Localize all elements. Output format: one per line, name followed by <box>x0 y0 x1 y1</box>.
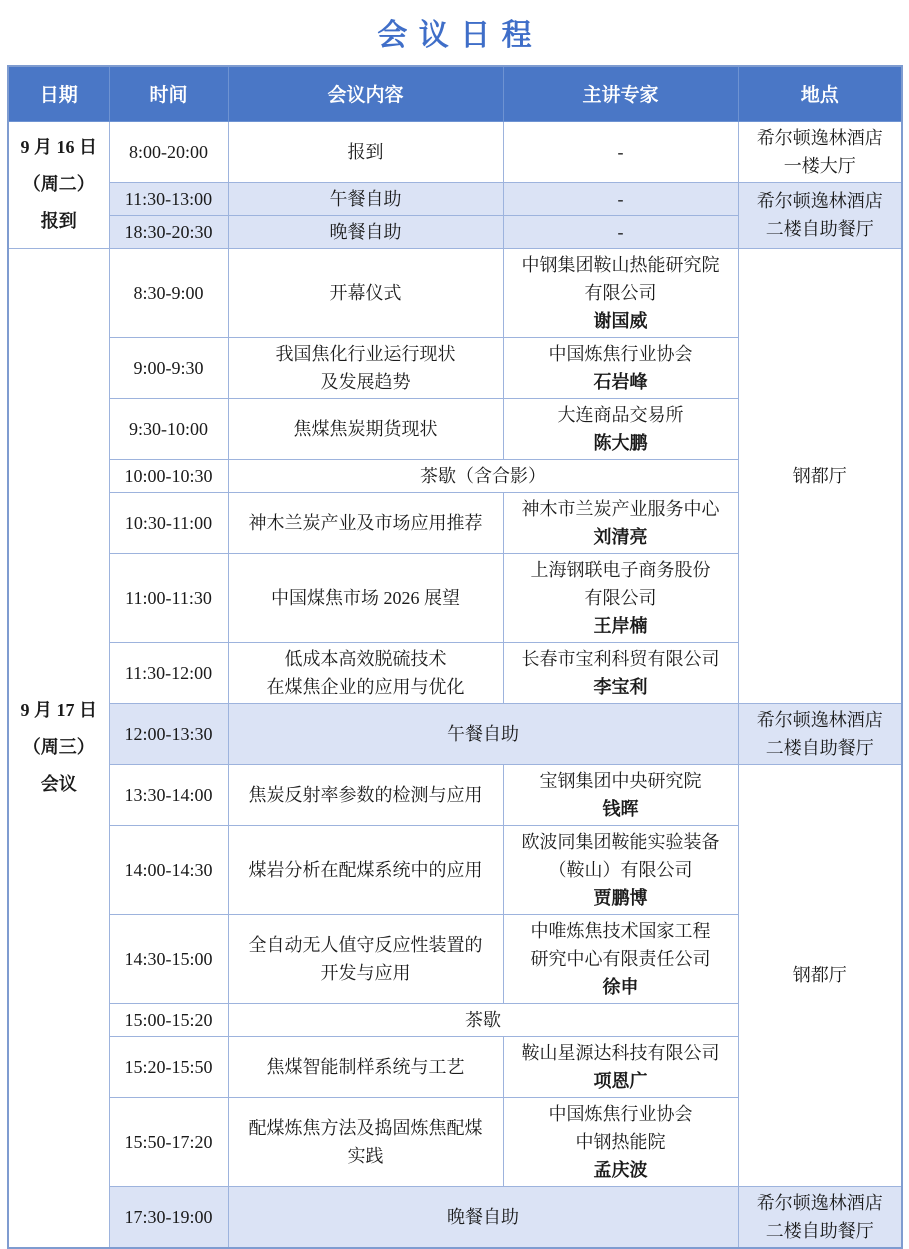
expert-org-line: 有限公司 <box>584 282 657 303</box>
content-line: 我国焦化行业运行现状 <box>275 343 456 364</box>
expert-org-line: 神木市兰炭产业服务中心 <box>521 498 720 519</box>
time-cell: 15:20-15:50 <box>109 1036 228 1097</box>
time-cell: 10:00-10:30 <box>109 459 228 492</box>
content-cell: 晚餐自助 <box>228 1186 738 1248</box>
content-line: 配煤炼焦方法及捣固炼焦配煤 <box>248 1117 483 1138</box>
expert-name: 陈大鹏 <box>593 432 648 453</box>
page-title: 会议日程 <box>377 19 543 52</box>
content-cell: 茶歇（含合影） <box>228 459 738 492</box>
expert-name: 钱晖 <box>602 798 639 819</box>
expert-org-line: （鞍山）有限公司 <box>548 859 693 880</box>
content-cell: 午餐自助 <box>228 182 503 215</box>
time-cell: 14:30-15:00 <box>109 914 228 1003</box>
location-line: 二楼自助餐厅 <box>765 219 874 239</box>
expert-cell <box>503 1036 738 1097</box>
expert-cell <box>503 398 738 459</box>
expert-cell <box>503 553 738 642</box>
location-cell <box>738 121 902 182</box>
expert-name: 王岸楠 <box>593 615 648 636</box>
location-cell <box>738 703 902 764</box>
expert-name: 石岩峰 <box>593 371 648 392</box>
expert-name: 李宝利 <box>593 676 648 697</box>
date-line: 9 月 16 日 <box>20 137 97 157</box>
content-cell: 焦炭反射率参数的检测与应用 <box>228 764 503 825</box>
time-cell: 11:30-13:00 <box>109 182 228 215</box>
column-header-content: 会议内容 <box>228 66 503 121</box>
expert-cell <box>503 764 738 825</box>
time-cell: 11:30-12:00 <box>109 642 228 703</box>
content-cell: 晚餐自助 <box>228 215 503 248</box>
time-cell: 17:30-19:00 <box>109 1186 228 1248</box>
expert-cell <box>503 337 738 398</box>
table-row <box>8 764 902 825</box>
expert-org-line: 中钢热能院 <box>575 1131 666 1152</box>
date-line: （周三） <box>22 737 95 757</box>
column-header-time: 时间 <box>109 66 228 121</box>
location-line: 一楼大厅 <box>783 155 856 176</box>
time-cell: 15:00-15:20 <box>109 1003 228 1036</box>
content-cell: 报到 <box>228 121 503 182</box>
date-group-cell <box>8 121 109 248</box>
content-line: 实践 <box>347 1145 384 1166</box>
expert-org-line: 中唯炼焦技术国家工程 <box>530 920 711 941</box>
expert-org-line: 鞍山星源达科技有限公司 <box>521 1042 720 1063</box>
time-cell: 9:00-9:30 <box>109 337 228 398</box>
location-line: 希尔顿逸林酒店 <box>756 127 883 148</box>
expert-org-line: 中钢集团鞍山热能研究院 <box>521 254 720 275</box>
location-cell: 钢都厅 <box>738 764 902 1186</box>
time-cell: 8:00-20:00 <box>109 121 228 182</box>
content-cell <box>228 914 503 1003</box>
location-cell: 钢都厅 <box>738 248 902 703</box>
content-cell: 午餐自助 <box>228 703 738 764</box>
content-cell: 神木兰炭产业及市场应用推荐 <box>228 492 503 553</box>
content-cell <box>228 1097 503 1186</box>
time-cell: 15:50-17:20 <box>109 1097 228 1186</box>
header-row <box>8 66 902 121</box>
content-line: 开发与应用 <box>320 962 411 983</box>
content-cell: 焦煤智能制样系统与工艺 <box>228 1036 503 1097</box>
expert-cell <box>503 1097 738 1186</box>
content-cell: 中国煤焦市场 2026 展望 <box>228 553 503 642</box>
table-row <box>8 182 902 215</box>
expert-org-line: 中国炼焦行业协会 <box>548 343 693 364</box>
expert-org-line: 欧波同集团鞍能实验装备 <box>521 831 720 852</box>
column-header-expert: 主讲专家 <box>503 66 738 121</box>
expert-cell: - <box>503 182 738 215</box>
expert-org-line: 中国炼焦行业协会 <box>548 1103 693 1124</box>
expert-org-line: 宝钢集团中央研究院 <box>539 770 702 791</box>
expert-name: 项恩广 <box>593 1070 648 1091</box>
location-line: 希尔顿逸林酒店 <box>756 1192 883 1213</box>
time-cell: 12:00-13:30 <box>109 703 228 764</box>
date-group-cell <box>8 248 109 1248</box>
expert-cell: - <box>503 121 738 182</box>
expert-cell: - <box>503 215 738 248</box>
location-cell <box>738 1186 902 1248</box>
content-line: 低成本高效脱硫技术 <box>284 648 447 669</box>
date-line: （周二） <box>22 174 95 194</box>
table-row <box>8 703 902 764</box>
expert-name: 孟庆波 <box>593 1159 648 1180</box>
table-row <box>8 121 902 182</box>
expert-org-line: 大连商品交易所 <box>557 404 684 425</box>
column-header-location: 地点 <box>738 66 902 121</box>
table-row <box>8 1186 902 1248</box>
content-cell: 煤岩分析在配煤系统中的应用 <box>228 825 503 914</box>
content-cell: 茶歇 <box>228 1003 738 1036</box>
location-cell <box>738 182 902 248</box>
expert-org-line: 研究中心有限责任公司 <box>530 948 711 969</box>
expert-cell <box>503 914 738 1003</box>
time-cell: 9:30-10:00 <box>109 398 228 459</box>
expert-name: 贾鹏博 <box>593 887 648 908</box>
time-cell: 8:30-9:00 <box>109 248 228 337</box>
content-line: 全自动无人值守反应性装置的 <box>248 934 483 955</box>
content-cell <box>228 642 503 703</box>
location-line: 二楼自助餐厅 <box>765 1220 874 1241</box>
expert-org-line: 长春市宝利科贸有限公司 <box>521 648 720 669</box>
column-header-date: 日期 <box>8 66 109 121</box>
expert-org-line: 上海钢联电子商务股份 <box>530 559 711 580</box>
content-line: 在煤焦企业的应用与优化 <box>266 676 465 697</box>
time-cell: 13:30-14:00 <box>109 764 228 825</box>
date-line: 报到 <box>40 211 77 231</box>
location-line: 希尔顿逸林酒店 <box>756 709 883 730</box>
expert-name: 徐申 <box>602 976 639 997</box>
location-line: 希尔顿逸林酒店 <box>756 191 883 211</box>
expert-cell <box>503 642 738 703</box>
time-cell: 14:00-14:30 <box>109 825 228 914</box>
content-line: 及发展趋势 <box>320 371 411 392</box>
content-cell: 焦煤焦炭期货现状 <box>228 398 503 459</box>
time-cell: 18:30-20:30 <box>109 215 228 248</box>
expert-cell <box>503 248 738 337</box>
content-cell: 开幕仪式 <box>228 248 503 337</box>
content-cell <box>228 337 503 398</box>
time-cell: 11:00-11:30 <box>109 553 228 642</box>
date-line: 会议 <box>40 774 77 794</box>
schedule-table <box>7 65 903 1249</box>
table-row <box>8 248 902 337</box>
time-cell: 10:30-11:00 <box>109 492 228 553</box>
expert-cell <box>503 492 738 553</box>
expert-cell <box>503 825 738 914</box>
location-line: 二楼自助餐厅 <box>765 737 874 758</box>
expert-org-line: 有限公司 <box>584 587 657 608</box>
date-line: 9 月 17 日 <box>20 700 97 720</box>
expert-name: 谢国威 <box>593 310 648 331</box>
expert-name: 刘清亮 <box>593 526 648 547</box>
